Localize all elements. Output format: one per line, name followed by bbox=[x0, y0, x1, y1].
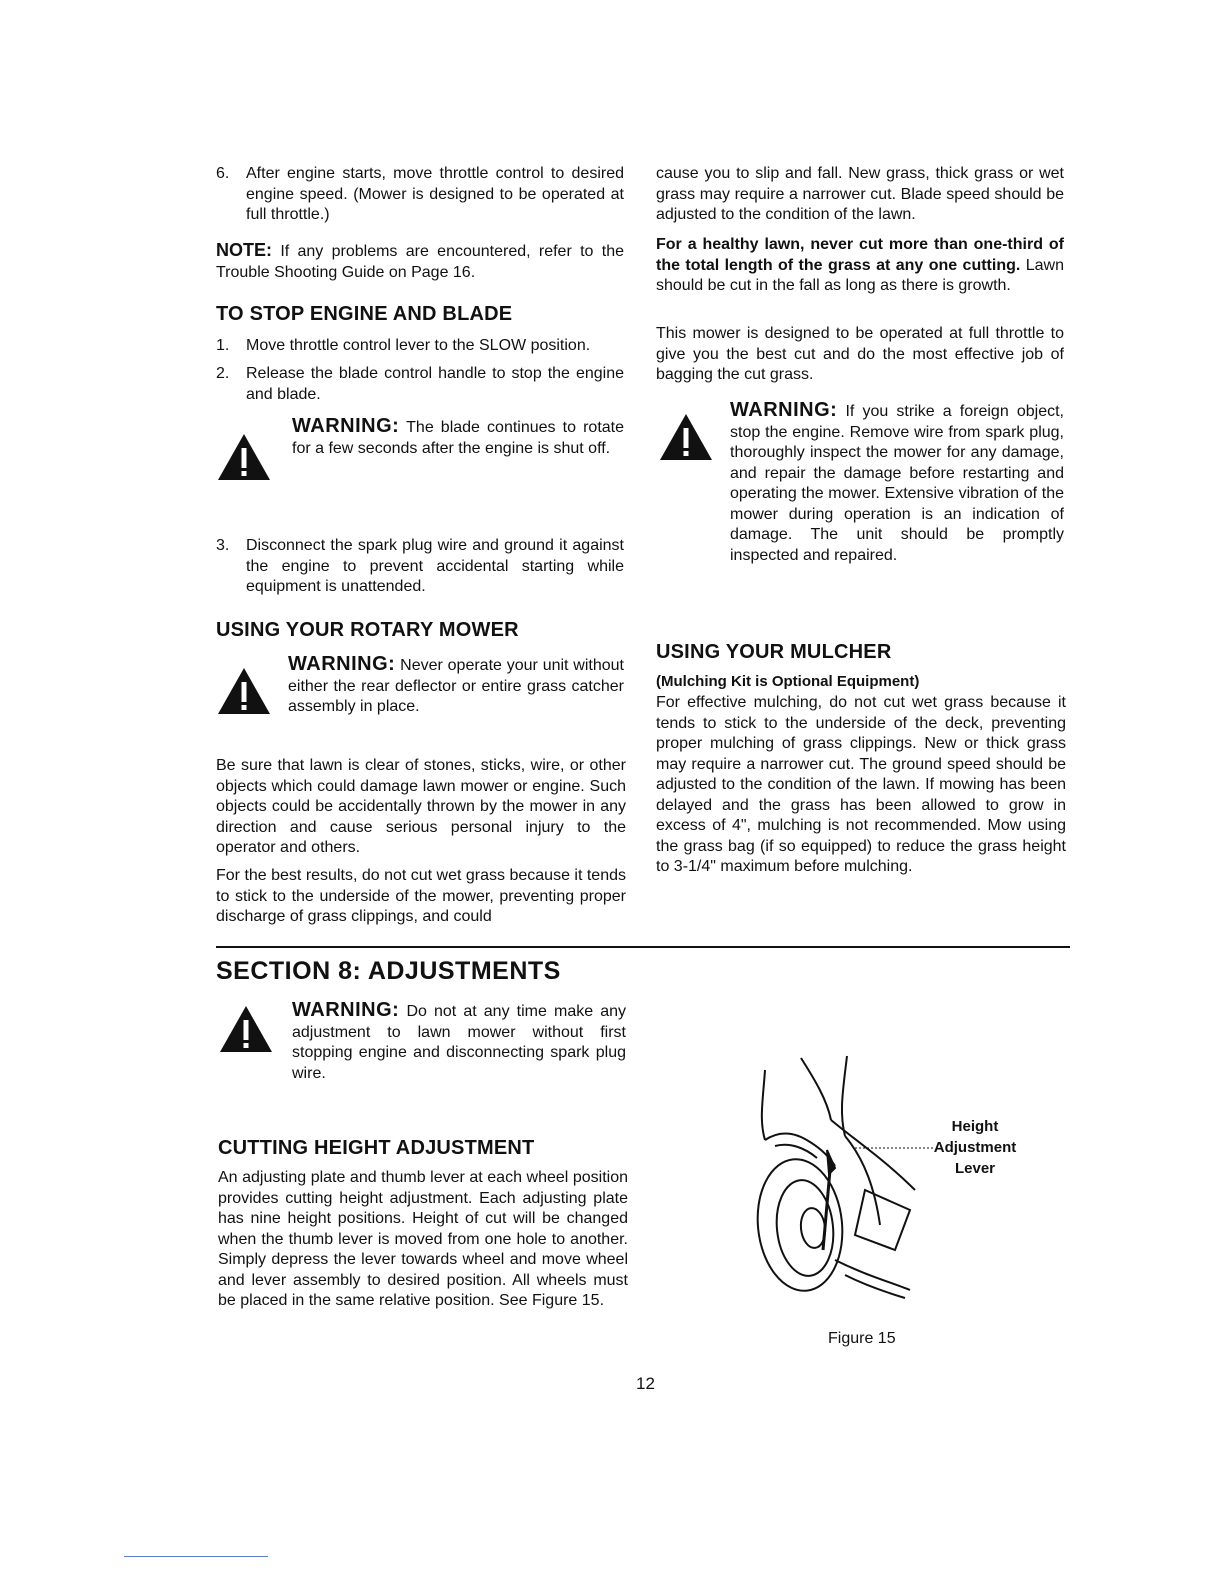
stop-step-1 bbox=[216, 336, 624, 358]
step-number: 6. bbox=[216, 165, 230, 182]
rotary-paragraph-1: Be sure that lawn is clear of stones, sticks, wire, or other objects which could damage lawn mower or engine. Such objects could be accidentally thrown by the mower in any direction and cause serious personal injury to the operator and others. bbox=[216, 757, 626, 856]
figure-15-illustration bbox=[735, 1050, 935, 1300]
note-label: NOTE: bbox=[216, 240, 272, 260]
footer-rule bbox=[124, 1556, 268, 1557]
step-text: Disconnect the spark plug wire and ground it against the engine to prevent accidental starting while equipment is unattended. bbox=[246, 537, 624, 595]
page-number: 12 bbox=[636, 1374, 655, 1393]
figure-label-line-2: Adjustment bbox=[933, 1139, 1017, 1156]
warning-text: If you strike a foreign object, stop the engine. Remove wire from spark plug, thoroughly inspect the mower for any damage, and repair the damage before restarting and operating the mower. Extensive vibration of the mower during operation is an indication of damage. The unit should be promptly inspected and repaired. bbox=[730, 403, 1064, 564]
step-number: 1. bbox=[216, 337, 230, 354]
warning-text: The blade continues to rotate for a few seconds after the engine is shut off. bbox=[292, 419, 625, 457]
warning-text: Never operate your unit without either the rear deflector or entire grass catcher assembly in place. bbox=[288, 657, 624, 715]
warning-1 bbox=[292, 416, 624, 459]
step-number: 2. bbox=[216, 365, 230, 382]
mulcher-subheading: (Mulching Kit is Optional Equipment) bbox=[656, 673, 920, 690]
warning-label: WARNING: bbox=[288, 653, 396, 675]
mulcher-heading: USING YOUR MULCHER bbox=[656, 641, 892, 663]
warning-label: WARNING: bbox=[730, 399, 838, 421]
figure-label bbox=[920, 1116, 1030, 1179]
section-8-heading: SECTION 8: ADJUSTMENTS bbox=[216, 957, 561, 985]
step-6 bbox=[216, 164, 624, 226]
warning-label: WARNING: bbox=[292, 999, 400, 1021]
stop-step-2 bbox=[216, 364, 624, 406]
healthy-lawn-text: Lawn should be cut in the fall as long as there is growth. bbox=[656, 256, 1064, 294]
mulcher-paragraph: For effective mulching, do not cut wet grass because it tends to stick to the underside of the deck, preventing proper mulching of grass clippings. New or thick grass may require a narrower cut. The ground speed should be adjusted to the condition of the lawn. If mowing has been delayed and the grass has been allowed to grow in excess of 4", mulching is not recommended. Mow using the grass bag (if so equipped) to reduce the grass height to 3-1/4" maximum before mulching. bbox=[656, 694, 1066, 875]
throttle-paragraph: This mower is designed to be operated at full throttle to give you the best cut and do the most effective job of bagging the cut grass. bbox=[656, 325, 1064, 383]
warning-triangle-icon bbox=[216, 432, 272, 482]
warning-2 bbox=[288, 654, 624, 718]
continued-paragraph: cause you to slip and fall. New grass, thick grass or wet grass may require a narrower cut. Blade speed should be adjusted to the condition of the lawn. bbox=[656, 165, 1064, 223]
warning-triangle-icon bbox=[216, 666, 272, 716]
healthy-lawn-bold: For a healthy lawn, never cut more than one-third of the total length of the grass at any one cutting. bbox=[656, 236, 1064, 274]
stop-step-3 bbox=[216, 536, 624, 598]
warning-triangle-icon bbox=[658, 412, 714, 462]
note-text: If any problems are encountered, refer to the Trouble Shooting Guide on Page 16. bbox=[216, 243, 624, 281]
warning-triangle-icon bbox=[218, 1004, 274, 1054]
stop-engine-heading: TO STOP ENGINE AND BLADE bbox=[216, 303, 513, 325]
cutting-height-paragraph: An adjusting plate and thumb lever at each wheel position provides cutting height adjustment. Each adjusting plate has nine height positions. Height of cut will be changed when the thumb lever is moved from one hole to another. Simply depress the lever towards wheel and move wheel and lever assembly to desired position. All wheels must be placed in the same relative position. See Figure 15. bbox=[218, 1169, 628, 1309]
section-divider bbox=[216, 946, 1070, 948]
figure-label-line-3: Lever bbox=[954, 1160, 996, 1177]
rotary-mower-heading: USING YOUR ROTARY MOWER bbox=[216, 619, 519, 641]
figure-caption: Figure 15 bbox=[828, 1330, 896, 1347]
step-number: 3. bbox=[216, 537, 230, 554]
step-text: Move throttle control lever to the SLOW position. bbox=[246, 337, 591, 354]
figure-label-line-1: Height bbox=[951, 1118, 999, 1135]
warning-label: WARNING: bbox=[292, 415, 400, 437]
note-paragraph bbox=[216, 240, 624, 283]
rotary-paragraph-2: For the best results, do not cut wet grass because it tends to stick to the underside of the mower, preventing proper discharge of grass clippings, and could bbox=[216, 867, 626, 925]
cutting-height-heading: CUTTING HEIGHT ADJUSTMENT bbox=[218, 1137, 535, 1159]
warning-4 bbox=[292, 1000, 626, 1084]
warning-text: Do not at any time make any adjustment to lawn mower without first stopping engine and disconnecting spark plug wire. bbox=[292, 1003, 627, 1082]
healthy-lawn-paragraph bbox=[656, 235, 1064, 297]
warning-3 bbox=[730, 400, 1064, 566]
step-text: Release the blade control handle to stop the engine and blade. bbox=[246, 365, 624, 403]
step-text: After engine starts, move throttle control to desired engine speed. (Mower is designed to be operated at full throttle.) bbox=[246, 165, 624, 223]
